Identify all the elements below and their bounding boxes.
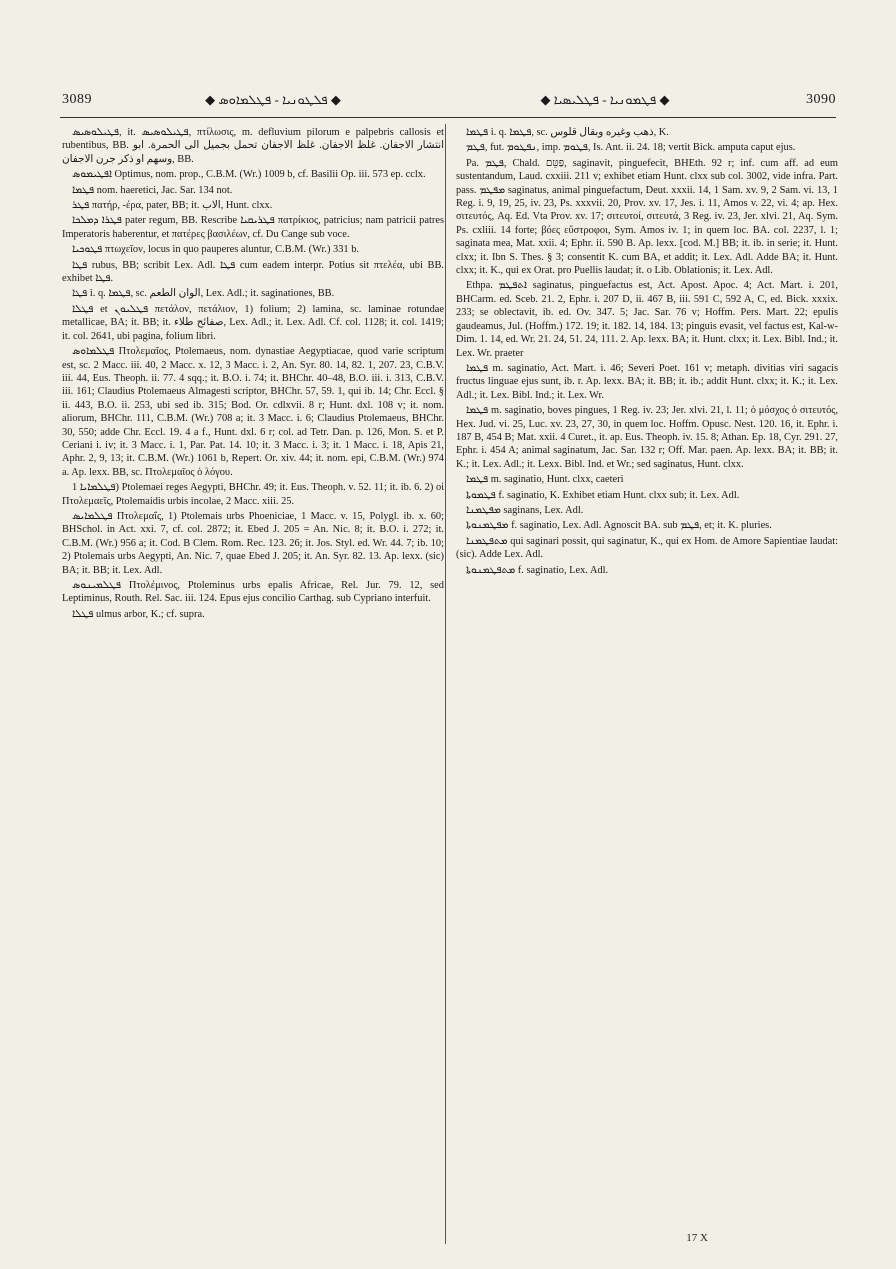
entry: ܦܛܠܐ et ܦܛܠܝܘܢ πετάλον, πετάλιον, 1) folium; 2) lamina, sc. laminae rotundae metallicae, BA; it. BB; it. صفائح طلاء, Lex. Adl.; it. Lex. Adl. Cf. col. 1128; it. col. 1419; it. col. 2641, ubi pagina, folium libri. [62, 303, 444, 342]
entry: ܐܦܛܝܡܘܣ Optimus, nom. prop., C.B.M. (Wr.) 1009 b, cf. Basilii Op. iii. 573 ep. cclx. [72, 169, 426, 181]
left-page-number: 3089 [62, 92, 92, 107]
entry: ܦܛܠܐ ulmus arbor, K.; cf. supra. [72, 608, 205, 620]
entry: ܦܛܡܐ m. saginatio, boves pingues, 1 Reg. iv. 23; Jer. xlvi. 21, l. 11; ὁ μόσχος ὁ σιτευτός, Hex. Jud. vi. 25, Luc. xv. 23, 27, 30, in quem loc. Hoffm. Opusc. Nest. 120. 16, it. Ephr. i. 187 B, 454 B; Mat. xxii. 4 Curet., it. ap. Eus. Theoph. iv. 15. 8; Athan. Ep. 18, Cyr. 291. 27, Ephr. i. 454 A; animal saginatum, Jac. Sar. 132 r; Off. Mar. paen. Ap. lexx. BA; it. BB; it. K.; it. Lex. Adl.; it. Lexx. Bibl. Ind. et Wr.; sed saginatus, Hunt. clxx. [456, 405, 838, 470]
entry: ܦܛܡܐ i. q. ܦܛܡܐ, sc. ذهب وغيره وبقال قلوس, K. [466, 127, 669, 138]
printer-signature: 17 X [686, 1232, 708, 1244]
entry: ܦܛܠܡܐܝܐ 1) Ptolemaei reges Aegypti, BHChr. 49; it. Eus. Theoph. v. 52. 11; it. ib. 6. 2) οἱ Πτολεμαεῖς, Ptolemaidis urbis incolae, 2 Macc. xiii. 25. [62, 482, 444, 507]
entry: ܡܦܛܡܢܐ saginans, Lex. Adl. [466, 504, 584, 516]
right-column [456, 126, 838, 1246]
entry: ܦܛܡܐ nom. haeretici, Jac. Sar. 134 not. [72, 184, 233, 196]
entry: ܦܛܡܐ m. saginatio, Hunt. clxx, caeteri [466, 474, 624, 486]
entry: ܦܛܪܐ ܕܡܠܟܐ pater regum, BB. Rescribe ܦܛܪܝܩܝܐ πατρίκιος, patricius; nam patricii patres Imperatoris haberentur, et πατέρες βασιλέων, cf. Du Cange sub voce. [62, 215, 444, 240]
entry: ܦܛܘܟܝܐ πτωχεῖον, locus in quo pauperes aluntur, C.B.M. (Wr.) 331 b. [72, 244, 360, 256]
left-column [62, 126, 444, 1246]
entry: ܦܛܪ πατήρ, -έρα, pater, BB; it. الاب, Hunt. clxx. [72, 200, 273, 212]
entry: ܦܛܡܘܬܐ f. saginatio, K. Exhibet etiam Hunt. clxx sub; it. Lex. Adl. [466, 489, 740, 501]
entry: ܦܛܠܡܝܢܘܣ Πτολέμινος, Ptoleminus urbs epalis Africae, Rel. Jur. 79. 12, sed Leptiminus, Routh. Rel. Sac. iii. 124. Epus ejus concilio Carthag. sub Cypriano interfuit. [62, 580, 444, 605]
entry: ܦܛܠܡܐܝܣ Πτολεμαΐς, 1) Ptolemais urbs Phoeniciae, 1 Macc. v. 15, Polygl. ib. x. 60; BHSchol. in Act. xxi. 7, cf. col. 2872; it. Ebed J. 205 = An. Nic. 8; it. B.O. i. 272; it. C.B.M. (Wr.) 956 a; it. Cod. B Clem. Rom. Rec. 123. 26; it. Jos. Styl. ed. Wr. 44. 7; ib. 10; 2) Ptolemais urbs Aegypti, An. Nic. 7, quae Ebed J. 205; it. An. Syr. 82. 13. Ap. lexx. (sic) BA; it. BB; it. Lex. Adl. [62, 510, 444, 576]
entry: Pa. ܦܛܡ, Chald. פַּטֵּם, saginavit, pinguefecit, BHEth. 92 r; inf. cum aff. ad eum sustentandum, Laud. cxxiii. 211 v; exhibet etiam Hunt. clxx sub col. 3002, vide infra. Part. pass. ܡܦܛܡ saginatus, animal pinguefactum, Deut. xxxii. 14, 1 Sam. xv. 9, 2 Sam. vi. 13, 1 Reg. i. 9, 19, 25, iv. 23, Ps. xxxvii. 20, Prov. xv. 17, Jes. i. 11, Amos v. 22, vi. 4; ap. Hex. σιτευτός, Aq. Ed. Vta Prov. xv. 17; σιτευτοί, σιτευτά, 3 Reg. iv. 23, Jer. xlvi. 21, Aq. Sym. Ps. cxliii. 14 forte; βόες εὔστροφοι, Sym. Amos iv. 1; in quem loc. BA. col. 2237, l. 1; saginata mea, Mat. xxii. 4; Ephr. ii. 590 B. Ap. lexx. [cod. M.] BB; it. ib. in serie; it. Hunt. clxx; it. Ibn S. Thes. § 3; consentit K. cum BA, et addit; it. Lex. Adl. Adde BA; it. Hunt. clxx; it. K., qui ex Orat. pro Puellis laudat; it. o Lib. Oblationis; it. Lex. Adl. [456, 157, 838, 277]
entry: ܡܦܛܡܢܘܬܐ f. saginatio, Lex. Adl. Agnoscit BA. sub ܦܛܡ, et; it. K. pluries. [466, 520, 772, 532]
header-rule [60, 117, 836, 118]
entry: ܦܛܐ rubus, BB; scribit Lex. Adl. ܦܛܐ cum eadem interpr. Potius sit πτελέα, ubi BB. exhibet ܦܛܐ. [62, 259, 444, 285]
column-divider [445, 124, 446, 1244]
entry: ܦܛܝܠܘܣܝܣ, it. ܦܛܝܠܘܣܝܣ, πτίλωσις, m. defluvium pilorum e palpebris callosis et rubentibus, BB. انتشار الاجفان. غلظ الاجفان. غلظ الاجفان تحمل بجميل الى الحمرة. ابو وسهم او ذكر جرن الاجفان, BB. [62, 127, 444, 165]
entry: ܦܛܠܡܐܘܣ Πτολεμαῖος, Ptolemaeus, nom. dynastiae Aegyptiacae, quod varie scriptum est, sc. 2 Macc. iii. 40, 2 Macc. x. 12, 3 Macc. i. 2, An. Syr. 80. 14, 82. 1, 207. 23, C.B.V. iii. 44, Eus. Theoph. ii. 77. 4 sqq.; it. B.O. i. 74; it. BHChr. 40–48, B.O. iii. i. 313, C.B.V. iii. 161; Claudius Ptolemaeus Almagesti scriptor, BHChr. 57, 59. 1, qui ib. 14; Chr. Eccl. § ii. 443, B.O. ii. 253, ubi sed ib. 315; Bod. Or. cdlxvii. 8 r; Hunt. dxl. 108 v; it. nom. aliorum, BHChr. 111, C.B.M. (Wr.) 708 a; it. 3 Macc. i. 6; Claudius Ptolemaeus, BHChr. 30, 550; adde Chr. Eccl. 19. 4 a f., Hunt. dxl. 6 r; col. ad Tetr. Dan. p. 126, Mon. S. et P. Ceriani i. iv; it. 3 Macc. i. 1, Par. Pat. 14. 10; it. 3 Macc. i. 3; it. 1 Macc. i. 18, Apis 21, Aphr. 2, 9, 13; it. C.B.M. (Wr.) 1061 b, Repert. Or. xiv. 44; it. nom. epi, C.B.M. (Wr.) 974 a. Ap. lexx. BB, sc. Πτολεμαῖος ὁ λόγου. [62, 346, 444, 478]
entry: Ethpa. ܐܬܦܛܡ saginatus, pinguefactus est, Act. Apost. Apoc. 4; Act. Mart. i. 201, BHCarm. ed. Sceb. 21. 2, Ephr. i. 207 D, ii. 467 B, iii. 591 C, 592 A, C, ed. Bick. xxxix. 233; se oblectavit, ib. ed. Ov. 347. 5; Jac. Sar. 76 v; Hoffm. Pers. Mart. 22; epulis gaudeamus, Jul. (Hoffm.) 172. 19; it. 182. 14, 184. 13; pinguis evasit, vel factus est, Kal-w-Dim. 1. 14, ed. Wr. 21. 24, 51. 24, 111. 2. Ap. lexx. BA; it. Hunt. clxx; it. Lex. Bibl. Ind.; it. Lex. Wr. praeter [456, 280, 838, 359]
right-running-title: ◆ ܦܛܡܘܢܝܐ - ܦܛܠܝܣܝܐ ◆ [540, 92, 670, 107]
entry: ܦܛܡ, fut. ܢܦܛܘܡ, imp. ܦܛܘܡ, Is. Ant. ii. 24. 18; vertit Bick. amputa caput ejus. [466, 142, 796, 154]
right-page-number: 3090 [806, 92, 836, 107]
entry: ܡܬܦܛܡܢܘܬܐ f. saginatio, Lex. Adl. [466, 564, 609, 576]
entry: ܡܬܦܛܡܢܐ qui saginari possit, qui saginatur, K., qui ex Hom. de Amore Sapientiae laudat: (sic). Adde Lex. Adl. [456, 535, 838, 561]
entry: ܦܛܐ i. q. ܦܛܡܐ, sc. الوان الطعم, Lex. Adl.; it. saginationes, BB. [72, 288, 335, 300]
left-running-title: ◆ ܦܠܛܘܢܝܐ - ܦܛܠܡܐܘܣ ◆ [205, 92, 341, 107]
entry: ܦܛܡܐ m. saginatio, Act. Mart. i. 46; Severi Poet. 161 v; metaph. divitias viri sagacis fructus linguae ejus sunt, ib. r. Ap. lexx. BA; it. BB; it. ib.; addit Hunt. clxx; it. K.; it. Lex. Adl.; it. Lex. Bibl. Ind.; it. Lex. Wr. [456, 362, 838, 401]
